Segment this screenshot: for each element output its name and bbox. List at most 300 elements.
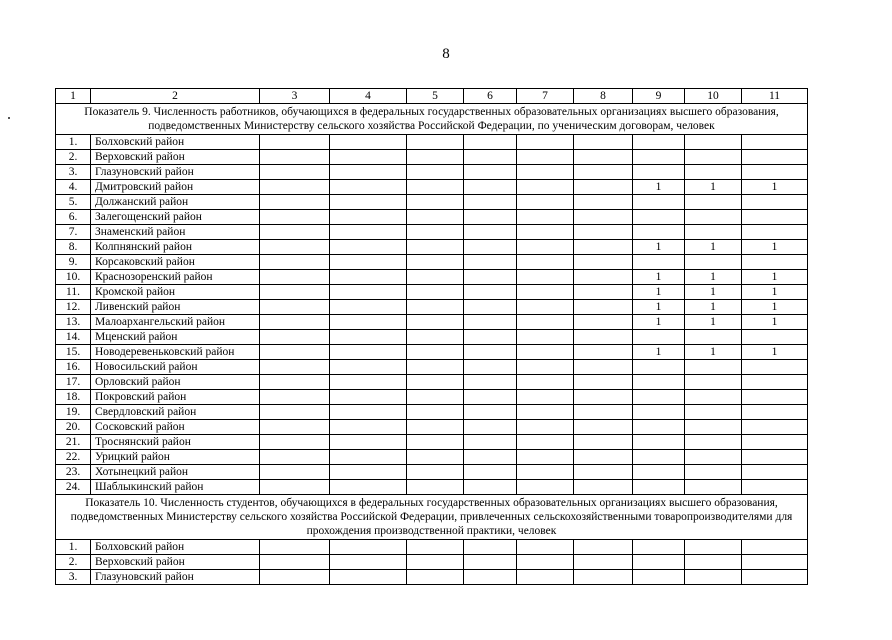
value-cell xyxy=(685,255,742,270)
value-cell xyxy=(407,180,464,195)
value-cell xyxy=(742,330,808,345)
row-number: 20. xyxy=(56,420,91,435)
value-cell xyxy=(464,255,517,270)
district-name: Мценский район xyxy=(91,330,260,345)
district-name: Новодеревеньковский район xyxy=(91,345,260,360)
value-cell xyxy=(574,375,633,390)
value-cell xyxy=(407,420,464,435)
value-cell xyxy=(330,240,407,255)
value-cell: 1 xyxy=(742,180,808,195)
table-row xyxy=(56,390,808,405)
district-name: Залегощенский район xyxy=(91,210,260,225)
value-cell xyxy=(464,375,517,390)
district-name: Ливенский район xyxy=(91,300,260,315)
district-name: Верховский район xyxy=(91,555,260,570)
value-cell: 1 xyxy=(633,270,685,285)
value-cell xyxy=(260,285,330,300)
value-cell xyxy=(685,390,742,405)
row-number: 1. xyxy=(56,540,91,555)
value-cell xyxy=(330,300,407,315)
value-cell: 1 xyxy=(685,345,742,360)
value-cell xyxy=(517,375,574,390)
value-cell xyxy=(407,300,464,315)
table-row xyxy=(56,375,808,390)
value-cell xyxy=(260,330,330,345)
row-number: 18. xyxy=(56,390,91,405)
table-row xyxy=(56,270,808,285)
row-number: 3. xyxy=(56,570,91,585)
row-number: 23. xyxy=(56,465,91,480)
value-cell xyxy=(464,240,517,255)
value-cell xyxy=(464,300,517,315)
district-name: Троснянский район xyxy=(91,435,260,450)
value-cell xyxy=(407,165,464,180)
table-row xyxy=(56,150,808,165)
value-cell xyxy=(742,165,808,180)
district-name: Орловский район xyxy=(91,375,260,390)
value-cell xyxy=(330,135,407,150)
value-cell xyxy=(407,330,464,345)
value-cell xyxy=(742,210,808,225)
row-number: 6. xyxy=(56,210,91,225)
value-cell xyxy=(574,480,633,495)
value-cell xyxy=(464,195,517,210)
value-cell xyxy=(464,150,517,165)
column-number-header: 1 xyxy=(56,89,91,104)
value-cell xyxy=(260,195,330,210)
value-cell xyxy=(517,435,574,450)
value-cell xyxy=(742,570,808,585)
value-cell: 1 xyxy=(742,300,808,315)
value-cell xyxy=(407,465,464,480)
value-cell xyxy=(685,420,742,435)
value-cell xyxy=(464,555,517,570)
value-cell xyxy=(517,240,574,255)
district-name: Урицкий район xyxy=(91,450,260,465)
value-cell xyxy=(464,210,517,225)
value-cell xyxy=(330,465,407,480)
value-cell: 1 xyxy=(742,285,808,300)
value-cell xyxy=(685,330,742,345)
value-cell xyxy=(685,210,742,225)
value-cell xyxy=(517,405,574,420)
value-cell xyxy=(685,135,742,150)
value-cell: 1 xyxy=(685,315,742,330)
value-cell xyxy=(517,450,574,465)
value-cell: 1 xyxy=(685,300,742,315)
value-cell xyxy=(633,150,685,165)
value-cell xyxy=(517,420,574,435)
value-cell xyxy=(260,165,330,180)
row-number: 15. xyxy=(56,345,91,360)
table-row xyxy=(56,450,808,465)
value-cell xyxy=(633,210,685,225)
value-cell xyxy=(330,420,407,435)
value-cell xyxy=(330,285,407,300)
value-cell xyxy=(517,465,574,480)
column-number-header: 9 xyxy=(633,89,685,104)
district-name: Сосковский район xyxy=(91,420,260,435)
value-cell xyxy=(464,135,517,150)
value-cell xyxy=(633,555,685,570)
value-cell: 1 xyxy=(685,240,742,255)
value-cell xyxy=(574,315,633,330)
row-number: 13. xyxy=(56,315,91,330)
value-cell: 1 xyxy=(742,315,808,330)
table-row xyxy=(56,405,808,420)
value-cell xyxy=(330,480,407,495)
value-cell xyxy=(517,555,574,570)
row-number: 11. xyxy=(56,285,91,300)
value-cell xyxy=(574,405,633,420)
value-cell xyxy=(574,435,633,450)
value-cell xyxy=(407,360,464,375)
value-cell: 1 xyxy=(633,240,685,255)
district-name: Новосильский район xyxy=(91,360,260,375)
value-cell: 1 xyxy=(685,180,742,195)
value-cell xyxy=(464,405,517,420)
value-cell xyxy=(407,390,464,405)
value-cell xyxy=(574,420,633,435)
district-name: Должанский район xyxy=(91,195,260,210)
district-name: Болховский район xyxy=(91,135,260,150)
value-cell xyxy=(685,375,742,390)
value-cell xyxy=(742,225,808,240)
value-cell xyxy=(574,180,633,195)
district-name: Глазуновский район xyxy=(91,570,260,585)
value-cell xyxy=(260,300,330,315)
value-cell xyxy=(330,555,407,570)
value-cell xyxy=(260,390,330,405)
value-cell xyxy=(464,480,517,495)
value-cell xyxy=(574,540,633,555)
value-cell xyxy=(574,135,633,150)
value-cell xyxy=(260,420,330,435)
column-number-header: 10 xyxy=(685,89,742,104)
value-cell xyxy=(685,195,742,210)
value-cell xyxy=(260,465,330,480)
value-cell xyxy=(685,465,742,480)
value-cell xyxy=(633,135,685,150)
value-cell xyxy=(742,390,808,405)
value-cell xyxy=(742,375,808,390)
value-cell xyxy=(330,375,407,390)
section-title-row xyxy=(56,495,808,540)
value-cell xyxy=(633,405,685,420)
section-title-row xyxy=(56,104,808,135)
row-number: 2. xyxy=(56,150,91,165)
value-cell xyxy=(517,165,574,180)
value-cell xyxy=(330,225,407,240)
value-cell xyxy=(464,540,517,555)
table-row xyxy=(56,435,808,450)
district-name: Верховский район xyxy=(91,150,260,165)
value-cell xyxy=(330,165,407,180)
value-cell xyxy=(407,540,464,555)
value-cell xyxy=(517,150,574,165)
value-cell xyxy=(742,255,808,270)
value-cell xyxy=(685,480,742,495)
value-cell xyxy=(330,255,407,270)
section-9-title: Показатель 9. Численность работников, обучающихся в федеральных государственных образовательных организациях высшего образования, подведомственных Министерству сельского хозяйства Российской Федерации, по ученическим договорам, человек xyxy=(56,104,808,135)
value-cell xyxy=(633,375,685,390)
value-cell xyxy=(407,435,464,450)
value-cell xyxy=(330,570,407,585)
value-cell xyxy=(330,360,407,375)
district-name: Краснозоренский район xyxy=(91,270,260,285)
value-cell xyxy=(574,255,633,270)
district-name: Шаблыкинский район xyxy=(91,480,260,495)
value-cell xyxy=(574,225,633,240)
value-cell: 1 xyxy=(633,300,685,315)
value-cell: 1 xyxy=(742,345,808,360)
value-cell xyxy=(574,165,633,180)
value-cell xyxy=(260,375,330,390)
value-cell xyxy=(464,225,517,240)
table-row xyxy=(56,330,808,345)
district-name: Глазуновский район xyxy=(91,165,260,180)
table-row xyxy=(56,570,808,585)
value-cell xyxy=(407,450,464,465)
value-cell xyxy=(330,270,407,285)
scan-speck xyxy=(8,117,10,119)
value-cell xyxy=(464,270,517,285)
table-row xyxy=(56,555,808,570)
value-cell xyxy=(260,270,330,285)
value-cell xyxy=(330,435,407,450)
value-cell xyxy=(633,195,685,210)
value-cell xyxy=(330,180,407,195)
value-cell xyxy=(330,195,407,210)
value-cell xyxy=(685,555,742,570)
value-cell xyxy=(517,285,574,300)
value-cell xyxy=(517,180,574,195)
row-number: 9. xyxy=(56,255,91,270)
value-cell xyxy=(260,405,330,420)
value-cell xyxy=(407,255,464,270)
row-number: 14. xyxy=(56,330,91,345)
value-cell xyxy=(330,540,407,555)
row-number: 21. xyxy=(56,435,91,450)
district-name: Колпнянский район xyxy=(91,240,260,255)
value-cell xyxy=(633,540,685,555)
value-cell xyxy=(633,390,685,405)
value-cell xyxy=(574,195,633,210)
value-cell xyxy=(464,360,517,375)
value-cell xyxy=(330,210,407,225)
value-cell xyxy=(574,240,633,255)
district-name: Знаменский район xyxy=(91,225,260,240)
value-cell xyxy=(685,165,742,180)
value-cell xyxy=(517,315,574,330)
value-cell xyxy=(464,180,517,195)
value-cell xyxy=(742,135,808,150)
value-cell xyxy=(633,480,685,495)
value-cell xyxy=(407,345,464,360)
value-cell xyxy=(464,570,517,585)
value-cell xyxy=(330,150,407,165)
value-cell xyxy=(517,540,574,555)
value-cell xyxy=(574,450,633,465)
district-name: Дмитровский район xyxy=(91,180,260,195)
value-cell xyxy=(742,420,808,435)
value-cell xyxy=(633,330,685,345)
column-number-header: 11 xyxy=(742,89,808,104)
row-number: 4. xyxy=(56,180,91,195)
value-cell xyxy=(517,135,574,150)
table-row xyxy=(56,345,808,360)
value-cell xyxy=(517,390,574,405)
value-cell xyxy=(517,255,574,270)
district-name: Кромской район xyxy=(91,285,260,300)
table-row xyxy=(56,255,808,270)
value-cell xyxy=(685,450,742,465)
table-row xyxy=(56,300,808,315)
value-cell: 1 xyxy=(685,270,742,285)
table-row xyxy=(56,540,808,555)
value-cell: 1 xyxy=(633,180,685,195)
value-cell xyxy=(330,390,407,405)
row-number: 8. xyxy=(56,240,91,255)
value-cell xyxy=(407,150,464,165)
value-cell xyxy=(464,390,517,405)
value-cell xyxy=(464,285,517,300)
value-cell xyxy=(574,300,633,315)
value-cell xyxy=(742,540,808,555)
value-cell xyxy=(260,570,330,585)
value-cell xyxy=(574,210,633,225)
value-cell xyxy=(517,360,574,375)
value-cell xyxy=(685,405,742,420)
value-cell xyxy=(407,555,464,570)
row-number: 19. xyxy=(56,405,91,420)
table-row xyxy=(56,210,808,225)
value-cell: 1 xyxy=(633,315,685,330)
value-cell xyxy=(330,405,407,420)
value-cell xyxy=(574,150,633,165)
value-cell xyxy=(633,435,685,450)
header-row xyxy=(56,89,808,104)
value-cell xyxy=(574,270,633,285)
value-cell xyxy=(260,225,330,240)
row-number: 24. xyxy=(56,480,91,495)
value-cell xyxy=(260,450,330,465)
district-name: Свердловский район xyxy=(91,405,260,420)
value-cell xyxy=(407,570,464,585)
value-cell xyxy=(260,255,330,270)
value-cell: 1 xyxy=(742,270,808,285)
page-number: 8 xyxy=(442,46,450,62)
column-number-header: 4 xyxy=(330,89,407,104)
value-cell xyxy=(260,240,330,255)
value-cell xyxy=(260,315,330,330)
value-cell xyxy=(407,270,464,285)
value-cell xyxy=(260,360,330,375)
value-cell xyxy=(574,390,633,405)
table-row xyxy=(56,360,808,375)
value-cell xyxy=(742,435,808,450)
value-cell xyxy=(685,540,742,555)
value-cell xyxy=(633,360,685,375)
value-cell xyxy=(407,405,464,420)
value-cell xyxy=(517,300,574,315)
value-cell xyxy=(464,435,517,450)
row-number: 17. xyxy=(56,375,91,390)
value-cell xyxy=(517,210,574,225)
value-cell xyxy=(260,435,330,450)
value-cell xyxy=(407,135,464,150)
value-cell xyxy=(633,465,685,480)
value-cell xyxy=(685,435,742,450)
district-name: Хотынецкий район xyxy=(91,465,260,480)
value-cell: 1 xyxy=(742,240,808,255)
table-row xyxy=(56,315,808,330)
value-cell xyxy=(260,555,330,570)
value-cell xyxy=(685,360,742,375)
table-row xyxy=(56,195,808,210)
value-cell xyxy=(742,555,808,570)
value-cell xyxy=(464,450,517,465)
value-cell xyxy=(742,405,808,420)
value-cell xyxy=(260,135,330,150)
row-number: 3. xyxy=(56,165,91,180)
value-cell xyxy=(574,570,633,585)
row-number: 5. xyxy=(56,195,91,210)
value-cell xyxy=(260,540,330,555)
value-cell xyxy=(685,225,742,240)
value-cell xyxy=(633,450,685,465)
value-cell xyxy=(407,210,464,225)
value-cell xyxy=(407,285,464,300)
district-name: Корсаковский район xyxy=(91,255,260,270)
value-cell xyxy=(742,195,808,210)
value-cell xyxy=(260,180,330,195)
value-cell xyxy=(407,225,464,240)
value-cell xyxy=(517,195,574,210)
value-cell xyxy=(260,480,330,495)
table-row xyxy=(56,240,808,255)
column-number-header: 8 xyxy=(574,89,633,104)
table-row xyxy=(56,180,808,195)
value-cell xyxy=(407,240,464,255)
row-number: 10. xyxy=(56,270,91,285)
value-cell xyxy=(517,345,574,360)
value-cell xyxy=(742,480,808,495)
table-row xyxy=(56,285,808,300)
value-cell xyxy=(464,345,517,360)
table-row xyxy=(56,165,808,180)
value-cell xyxy=(407,315,464,330)
row-number: 2. xyxy=(56,555,91,570)
value-cell xyxy=(407,480,464,495)
row-number: 7. xyxy=(56,225,91,240)
value-cell xyxy=(464,465,517,480)
indicators-table xyxy=(55,88,808,585)
value-cell xyxy=(260,150,330,165)
column-number-header: 2 xyxy=(91,89,260,104)
district-name: Покровский район xyxy=(91,390,260,405)
value-cell xyxy=(685,150,742,165)
value-cell xyxy=(574,360,633,375)
value-cell xyxy=(330,450,407,465)
value-cell xyxy=(517,480,574,495)
value-cell xyxy=(633,420,685,435)
value-cell xyxy=(407,195,464,210)
district-name: Болховский район xyxy=(91,540,260,555)
value-cell xyxy=(633,570,685,585)
column-number-header: 3 xyxy=(260,89,330,104)
value-cell xyxy=(517,225,574,240)
